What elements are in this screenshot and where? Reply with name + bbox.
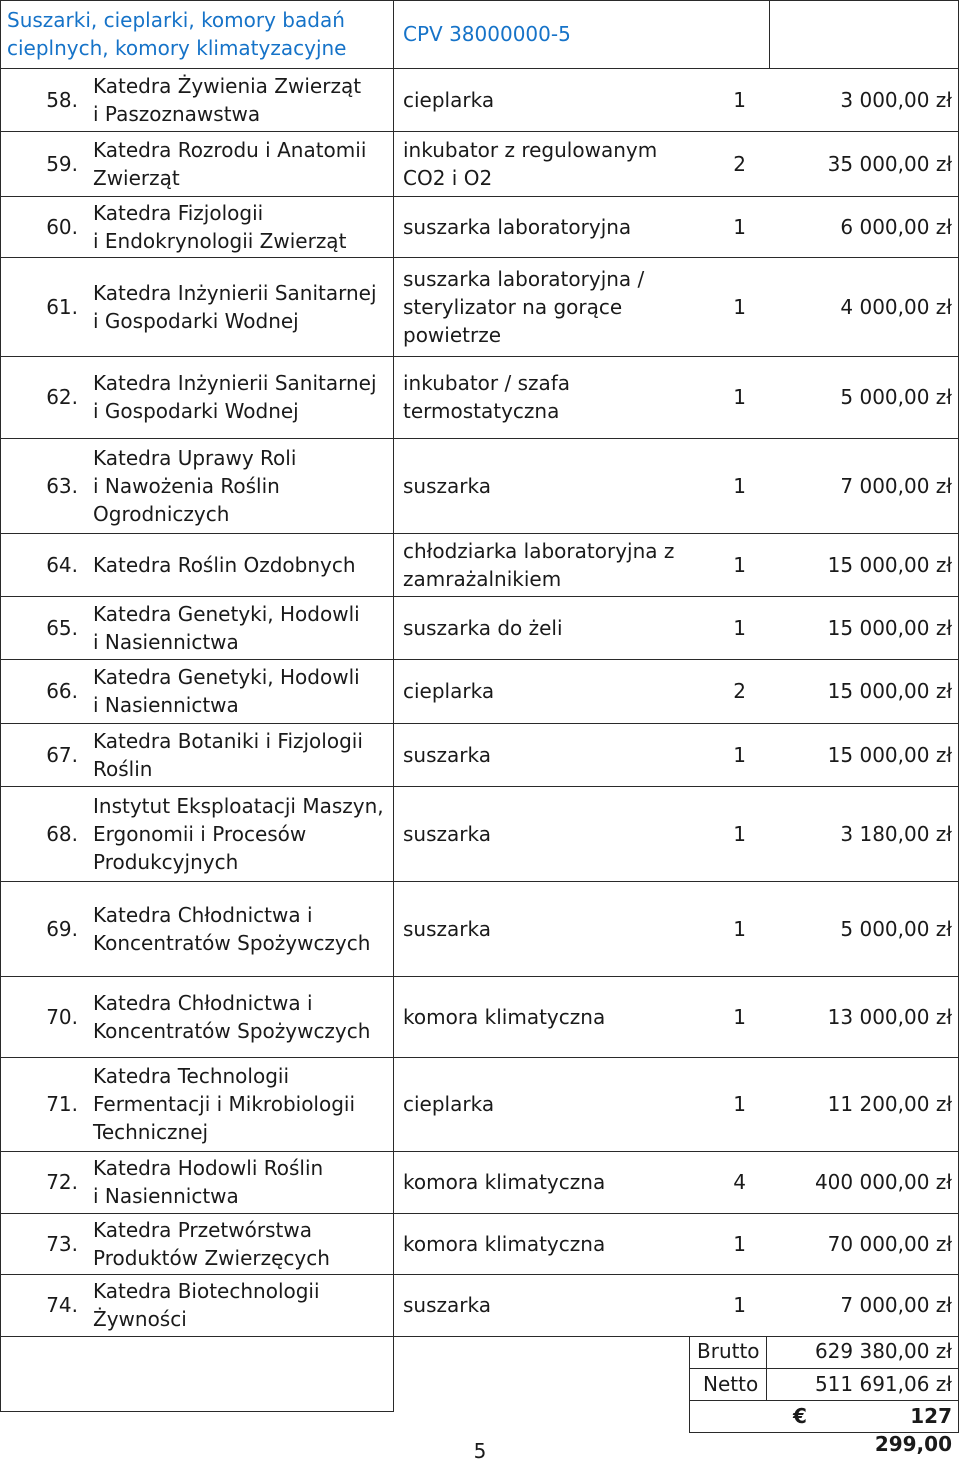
- price: 13 000,00 zł: [827, 1005, 952, 1029]
- unit-name: Katedra Inżynierii Sanitarnej i Gospodarki Wodnej: [93, 281, 377, 333]
- grid-line: [0, 1274, 959, 1275]
- unit-name: Katedra Hodowli Roślin i Nasiennictwa: [93, 1156, 324, 1208]
- quantity: 1: [733, 474, 746, 498]
- currency-symbol: €: [793, 1404, 807, 1428]
- unit-name: Katedra Technologii Fermentacji i Mikrobiologii Technicznej: [93, 1064, 356, 1144]
- price: 35 000,00 zł: [827, 152, 952, 176]
- item-name: suszarka do żeli: [403, 616, 563, 640]
- quantity: 2: [733, 152, 746, 176]
- row-number: 62.: [46, 385, 78, 409]
- quantity: 1: [733, 1005, 746, 1029]
- unit-name: Katedra Botaniki i Fizjologii Roślin: [93, 729, 363, 781]
- grid-line: [0, 257, 959, 258]
- price: 400 000,00 zł: [814, 1170, 952, 1194]
- row-number: 71.: [46, 1092, 78, 1116]
- price: 7 000,00 zł: [840, 1293, 952, 1317]
- quantity: 1: [733, 88, 746, 112]
- row-number: 58.: [46, 88, 78, 112]
- grid-line: [0, 1213, 959, 1214]
- quantity: 1: [733, 1092, 746, 1116]
- row-number: 64.: [46, 553, 78, 577]
- item-name: komora klimatyczna: [403, 1232, 606, 1256]
- row-number: 68.: [46, 822, 78, 846]
- row-number: 69.: [46, 917, 78, 941]
- item-name: cieplarka: [403, 1092, 495, 1116]
- row-number: 70.: [46, 1005, 78, 1029]
- unit-name: Katedra Biotechnologii Żywności: [93, 1279, 320, 1331]
- grid-line: [769, 0, 770, 68]
- grid-line: [689, 1368, 959, 1369]
- grid-line: [393, 0, 394, 1412]
- price: 15 000,00 zł: [827, 743, 952, 767]
- unit-name: Katedra Przetwórstwa Produktów Zwierzęcych: [93, 1218, 330, 1270]
- unit-name: Katedra Chłodnictwa i Koncentratów Spożywczych: [93, 903, 371, 955]
- grid-line: [0, 356, 959, 357]
- brutto-value: 629 380,00 zł: [814, 1339, 952, 1363]
- row-number: 59.: [46, 152, 78, 176]
- grid-line: [0, 68, 959, 69]
- price: 15 000,00 zł: [827, 553, 952, 577]
- row-number: 67.: [46, 743, 78, 767]
- grid-line: [689, 1336, 690, 1432]
- unit-name: Katedra Fizjologii i Endokrynologii Zwierząt: [93, 201, 347, 253]
- quantity: 1: [733, 917, 746, 941]
- page-number: 5: [473, 1439, 487, 1463]
- grid-line: [0, 131, 959, 132]
- row-number: 73.: [46, 1232, 78, 1256]
- price: 3 000,00 zł: [840, 88, 952, 112]
- unit-name: Katedra Genetyki, Hodowli i Nasiennictwa: [93, 665, 360, 717]
- row-number: 65.: [46, 616, 78, 640]
- grid-line: [0, 196, 959, 197]
- grid-line: [0, 1411, 394, 1412]
- grid-line: [0, 0, 1, 1412]
- unit-name: Katedra Inżynierii Sanitarnej i Gospodarki Wodnej: [93, 371, 377, 423]
- unit-name: Katedra Rozrodu i Anatomii Zwierząt: [93, 138, 367, 190]
- price: 5 000,00 zł: [840, 917, 952, 941]
- row-number: 60.: [46, 215, 78, 239]
- grid-line: [0, 786, 959, 787]
- row-number: 63.: [46, 474, 78, 498]
- quantity: 1: [733, 1293, 746, 1317]
- price: 5 000,00 zł: [840, 385, 952, 409]
- price: 4 000,00 zł: [840, 295, 952, 319]
- category-title: Suszarki, cieplarki, komory badań cieplnych, komory klimatyzacyjne: [7, 8, 347, 60]
- brutto-label: Brutto: [697, 1339, 760, 1363]
- item-name: inkubator / szafa termostatyczna: [403, 371, 571, 423]
- unit-name: Instytut Eksploatacji Maszyn, Ergonomii i Procesów Produkcyjnych: [93, 794, 384, 874]
- row-number: 72.: [46, 1170, 78, 1194]
- grid-line: [0, 438, 959, 439]
- item-name: suszarka: [403, 743, 491, 767]
- grid-line: [0, 0, 959, 1]
- netto-value: 511 691,06 zł: [814, 1372, 952, 1396]
- item-name: suszarka: [403, 917, 491, 941]
- row-number: 61.: [46, 295, 78, 319]
- item-name: komora klimatyczna: [403, 1170, 606, 1194]
- price: 15 000,00 zł: [827, 616, 952, 640]
- grid-line: [0, 976, 959, 977]
- item-name: suszarka: [403, 822, 491, 846]
- quantity: 2: [733, 679, 746, 703]
- quantity: 1: [733, 295, 746, 319]
- unit-name: Katedra Roślin Ozdobnych: [93, 553, 356, 577]
- grid-line: [958, 0, 959, 1432]
- netto-label: Netto: [703, 1372, 759, 1396]
- cpv-code: CPV 38000000-5: [403, 22, 571, 46]
- item-name: komora klimatyczna: [403, 1005, 606, 1029]
- row-number: 66.: [46, 679, 78, 703]
- item-name: suszarka: [403, 1293, 491, 1317]
- grid-line: [0, 723, 959, 724]
- quantity: 1: [733, 616, 746, 640]
- grid-line: [0, 1151, 959, 1152]
- price: 3 180,00 zł: [840, 822, 952, 846]
- unit-name: Katedra Żywienia Zwierząt i Paszoznawstwa: [93, 74, 362, 126]
- item-name: cieplarka: [403, 88, 495, 112]
- quantity: 1: [733, 215, 746, 239]
- quantity: 4: [733, 1170, 746, 1194]
- price: 11 200,00 zł: [827, 1092, 952, 1116]
- quantity: 1: [733, 553, 746, 577]
- grid-line: [0, 659, 959, 660]
- grid-line: [0, 1057, 959, 1058]
- item-name: suszarka laboratoryjna / sterylizator na gorące powietrze: [403, 267, 645, 347]
- unit-name: Katedra Genetyki, Hodowli i Nasiennictwa: [93, 602, 360, 654]
- unit-name: Katedra Chłodnictwa i Koncentratów Spożywczych: [93, 991, 371, 1043]
- price: 15 000,00 zł: [827, 679, 952, 703]
- grid-line: [0, 881, 959, 882]
- price: 70 000,00 zł: [827, 1232, 952, 1256]
- item-name: suszarka: [403, 474, 491, 498]
- quantity: 1: [733, 1232, 746, 1256]
- grid-line: [0, 533, 959, 534]
- item-name: inkubator z regulowanym CO2 i O2: [403, 138, 658, 190]
- grid-line: [689, 1400, 959, 1401]
- quantity: 1: [733, 743, 746, 767]
- quantity: 1: [733, 822, 746, 846]
- item-name: suszarka laboratoryjna: [403, 215, 632, 239]
- net-value: 127 299,00: [874, 1404, 952, 1456]
- unit-name: Katedra Uprawy Roli i Nawożenia Roślin Ogrodniczych: [93, 446, 297, 526]
- price: 6 000,00 zł: [840, 215, 952, 239]
- row-number: 74.: [46, 1293, 78, 1317]
- quantity: 1: [733, 385, 746, 409]
- item-name: chłodziarka laboratoryjna z zamrażalnikiem: [403, 539, 675, 591]
- grid-line: [0, 596, 959, 597]
- item-name: cieplarka: [403, 679, 495, 703]
- price: 7 000,00 zł: [840, 474, 952, 498]
